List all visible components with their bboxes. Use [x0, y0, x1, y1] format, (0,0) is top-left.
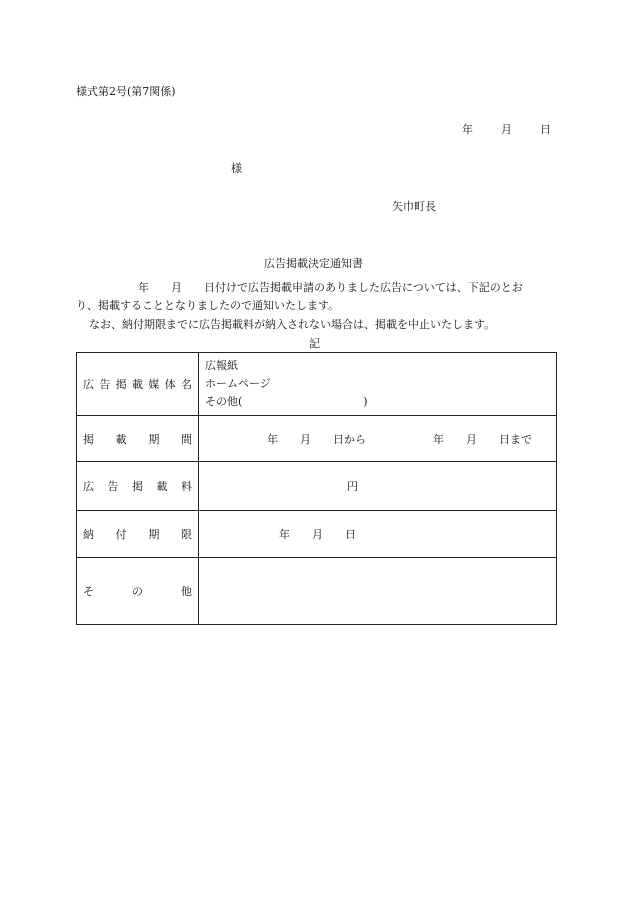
- period-label-char: 載: [115, 432, 127, 446]
- media-label-char: 掲: [115, 378, 127, 391]
- other-label-char: の: [132, 585, 143, 598]
- period-label: [77, 416, 199, 462]
- date-month: 月: [501, 123, 512, 136]
- fee-label-char: 広: [83, 480, 94, 493]
- period-label-char: 間: [180, 432, 192, 446]
- fee-label-char: 告: [107, 480, 119, 493]
- media-label-char: 媒: [148, 378, 160, 391]
- date-day: 日: [540, 123, 551, 136]
- deadline-label-char: 期: [148, 528, 160, 541]
- table-row-period: [77, 416, 557, 462]
- fee-unit: 円: [347, 480, 358, 493]
- other-value: [199, 558, 557, 625]
- sender: 矢巾町長: [392, 200, 436, 213]
- fee-label-char: 料: [181, 480, 192, 493]
- period-to: 年 月 日まで: [433, 432, 532, 446]
- media-label-char: 広: [83, 378, 94, 391]
- fee-value: [199, 462, 557, 511]
- period-from: 年 月 日から: [267, 432, 366, 446]
- deadline-label-char: 納: [83, 528, 94, 541]
- table-row-fee: [77, 462, 557, 511]
- addressee: 様: [231, 162, 242, 175]
- media-option-other: その他( ): [205, 395, 368, 408]
- body-line-2: り、掲載することとなりましたので通知いたします。: [76, 299, 340, 312]
- media-value: [199, 353, 557, 416]
- media-option-homepage: ホームページ: [205, 377, 271, 390]
- other-label: [77, 558, 199, 625]
- body-line-1: 年 月 日付けで広告掲載申請のありました広告については、下記のとお: [138, 281, 523, 294]
- period-label-char: 掲: [83, 432, 94, 446]
- other-label-char: 他: [181, 585, 192, 598]
- table-row-media: [77, 353, 557, 416]
- ki-heading: 記: [309, 337, 320, 350]
- issue-date: [462, 123, 551, 137]
- fee-label-char: 掲: [132, 480, 143, 493]
- media-label-char: 告: [99, 378, 111, 391]
- fee-label-char: 載: [156, 480, 168, 493]
- media-label: [77, 353, 199, 416]
- period-label-char: 期: [148, 432, 160, 446]
- table-row-other: [77, 558, 557, 625]
- media-label-char: 体: [164, 378, 176, 391]
- deadline-date: 年 月 日: [279, 528, 356, 541]
- media-option-newsletter: 広報紙: [205, 359, 238, 372]
- body-line-3: なお、納付期限までに広告掲載料が納入されない場合は、掲載を中止いたします。: [89, 318, 496, 331]
- deadline-label-char: 付: [115, 528, 127, 541]
- document-title: 広告掲載決定通知書: [264, 257, 363, 270]
- deadline-label: [77, 511, 199, 558]
- date-year: 年: [462, 123, 473, 136]
- media-label-char: 名: [180, 378, 192, 391]
- fee-label: [77, 462, 199, 511]
- deadline-value: [199, 511, 557, 558]
- period-value: [199, 416, 557, 462]
- form-number: 様式第2号(第7関係): [76, 85, 176, 98]
- media-label-char: 載: [131, 378, 143, 391]
- details-table: [76, 352, 557, 625]
- other-label-char: そ: [83, 585, 94, 598]
- deadline-label-char: 限: [180, 528, 192, 541]
- table-row-deadline: [77, 511, 557, 558]
